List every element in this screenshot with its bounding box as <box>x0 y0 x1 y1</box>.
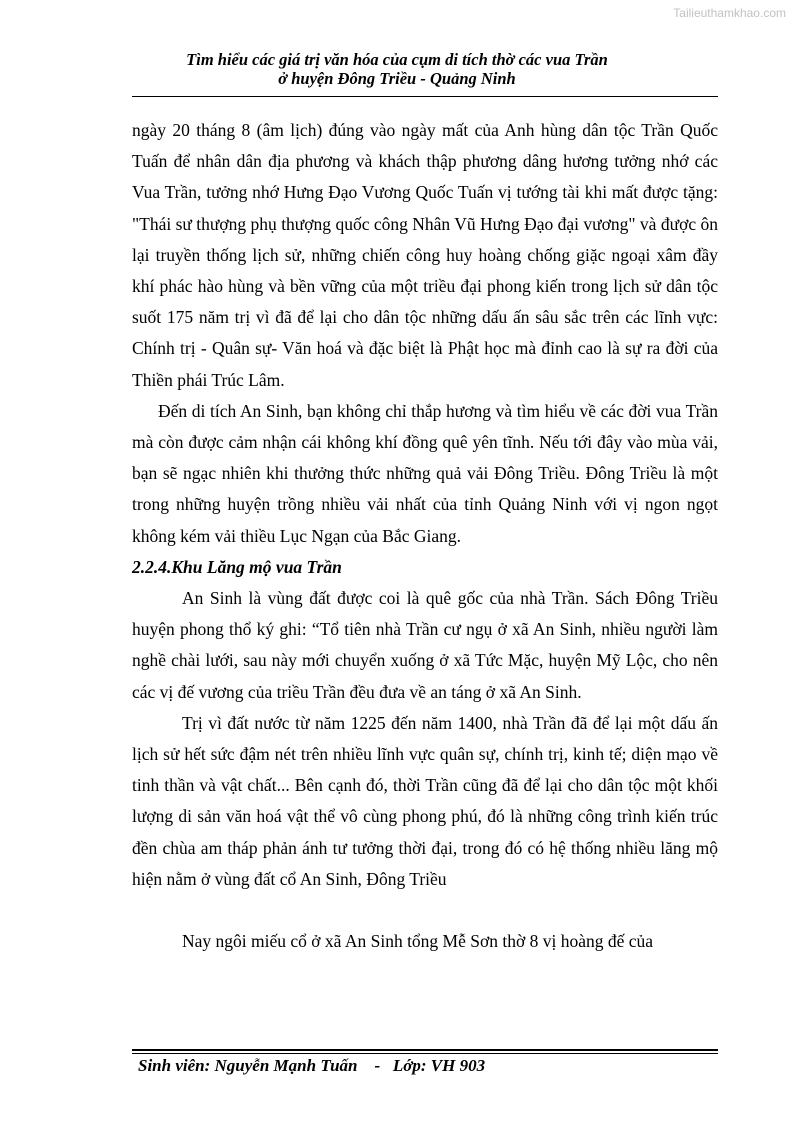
watermark: Tailieuthamkhao.com <box>673 6 786 20</box>
footer-divider-thick <box>132 1049 718 1051</box>
page-body <box>132 115 718 957</box>
paragraph-2: Đến di tích An Sinh, bạn không chỉ thắp hương và tìm hiểu về các đời vua Trần mà còn được cảm nhận cái không khí đồng quê yên tĩnh. Nếu tới đây vào mùa vải, bạn sẽ ngạc nhiên khi thưởng thức những quả vải Đông Triều. Đông Triều là một trong những huyện trồng nhiều vải nhất của tỉnh Quảng Ninh với vị ngon ngọt không kém vải thiều Lục Ngạn của Bắc Giang. <box>132 400 718 546</box>
paragraph-5: Nay ngôi miếu cổ ở xã An Sinh tổng Mễ Sơn thờ 8 vị hoàng đế của <box>182 931 654 952</box>
paragraph-3: An Sinh là vùng đất được coi là quê gốc của nhà Trần. Sách Đông Triều huyện phong thổ ký ghi: “Tổ tiên nhà Trần cư ngụ ở xã An Sinh, nhiều người làm nghề chài lưới, sau này mới chuyển xuống ở xã Tức Mặc, huyện Mỹ Lộc, cho nên các vị đế vương của triều Trần đều đưa về an táng ở xã An Sinh. <box>132 588 718 702</box>
header-divider <box>132 96 718 97</box>
page-footer: Sinh viên: Nguyễn Mạnh Tuấn - Lớp: VH 903 <box>138 1056 486 1075</box>
footer-divider-thin <box>132 1053 718 1054</box>
paragraph-1: ngày 20 tháng 8 (âm lịch) đúng vào ngày mất của Anh hùng dân tộc Trần Quốc Tuấn để nhân dân địa phương và khách thập phương dâng hương tưởng nhớ các Vua Trần, tưởng nhớ Hưng Đạo Vương Quốc Tuấn vị tướng tài khi mất được tặng: "Thái sư thượng phụ thượng quốc công Nhân Vũ Hưng Đạo đại vương" và được ôn lại truyền thống lịch sử, những chiến công huy hoàng chống giặc ngoại xâm đầy khí phác hào hùng và bền vững của một triều đại phong kiến trong lịch sử dân tộc suốt 175 năm trị vì đã để lại cho dân tộc những dấu ấn sâu sắc trên các lĩnh vực: Chính trị - Quân sự- Văn hoá và đặc biệt là Phật học mà đỉnh cao là sự ra đời của Thiền phái Trúc Lâm. <box>132 120 718 390</box>
section-heading: 2.2.4.Khu Lăng mộ vua Trần <box>132 556 342 577</box>
header-title-line-2: ở huyện Đông Triều - Quảng Ninh <box>278 69 516 88</box>
paragraph-4: Trị vì đất nước từ năm 1225 đến năm 1400, nhà Trần đã để lại một dấu ấn lịch sử hết sức đậm nét trên nhiều lĩnh vực quân sự, chính trị, kinh tế; diện mạo về tinh thần và vật chất... Bên cạnh đó, thời Trần cũng đã để lại cho dân tộc một khối lượng di sản văn hoá vật thể vô cùng phong phú, đó là những công trình kiến trúc đền chùa am tháp phản ánh tư tưởng thời đại, trong đó có hệ thống nhiều lăng mộ hiện nằm ở vùng đất cổ An Sinh, Đông Triều <box>132 712 718 889</box>
header-title-line-1: Tìm hiểu các giá trị văn hóa của cụm di tích thờ các vua Trần <box>186 50 608 69</box>
paragraph-spacer <box>132 895 718 926</box>
page-header <box>0 50 794 88</box>
